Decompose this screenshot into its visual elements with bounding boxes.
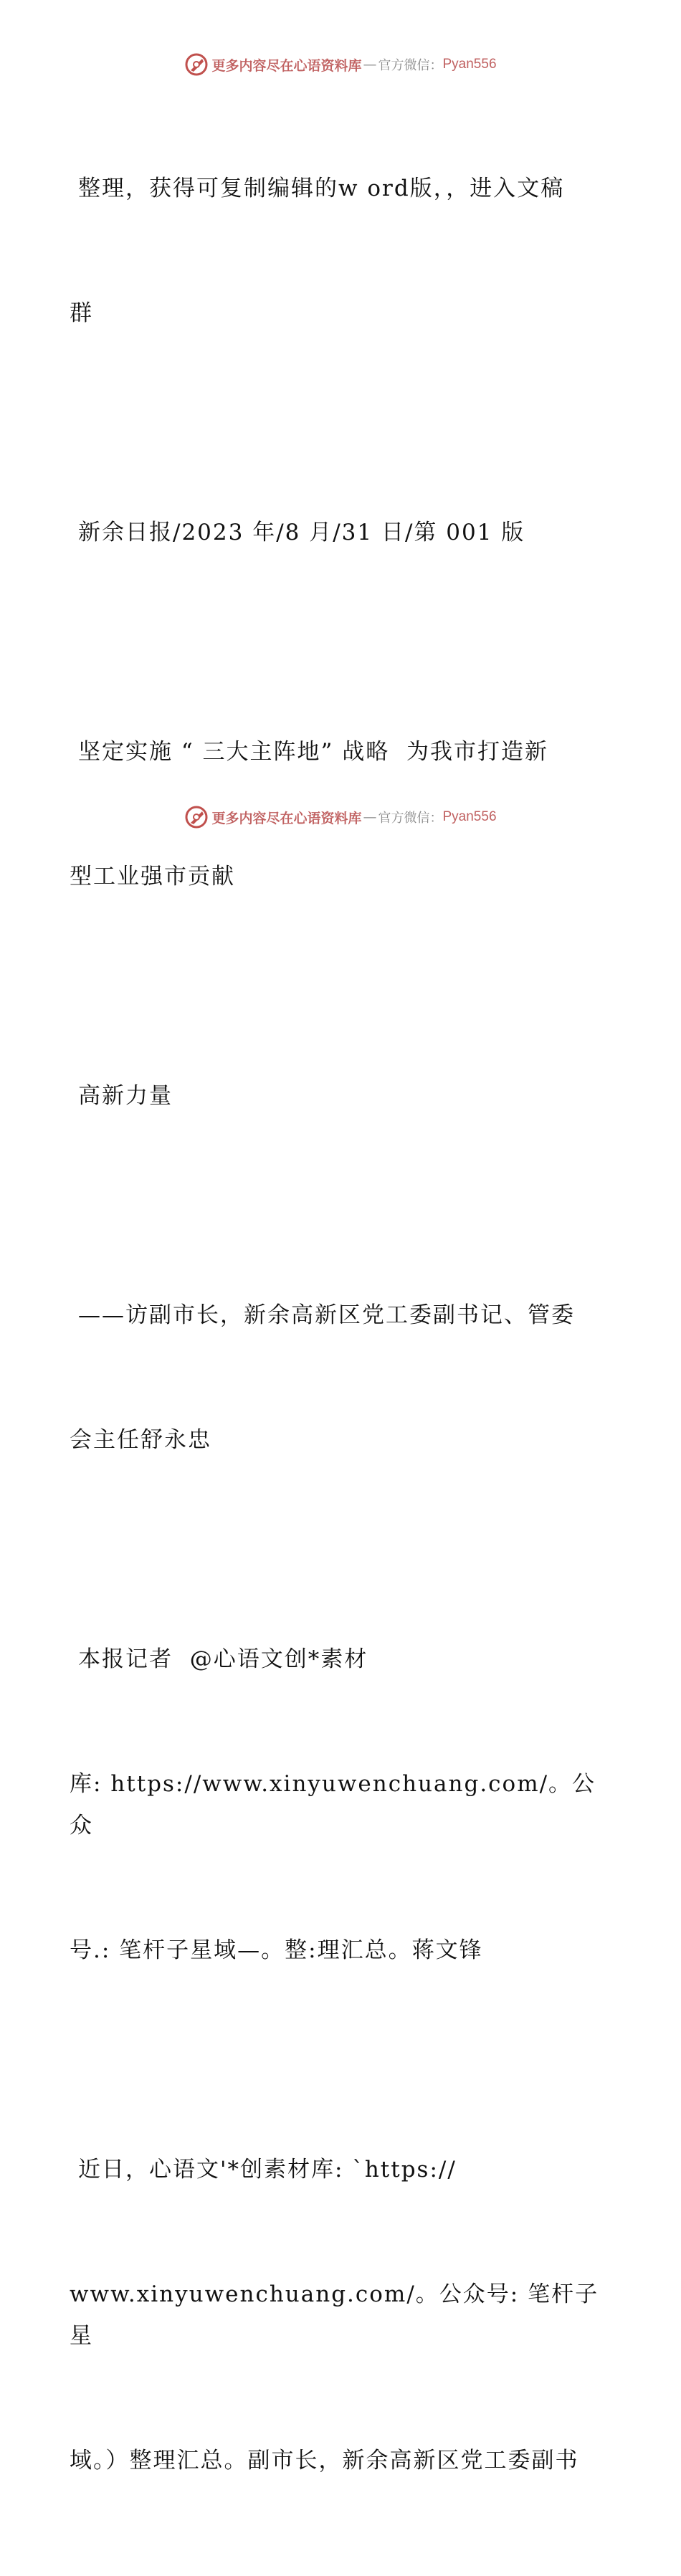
paragraph-byline — [70, 1555, 614, 2054]
paragraph-headline-tail — [70, 992, 614, 1200]
watermark-official: 官方微信： — [378, 58, 443, 73]
text-line: 坚定实施 “ 三大主阵地” 战略 为我市打造新 — [78, 739, 548, 765]
paragraph-subtitle — [70, 1211, 614, 1544]
text-line: 库: https://www.xinyuwenchuang.com/。公众 — [70, 1771, 596, 1838]
watermark-dash: — — [363, 809, 377, 825]
document-body — [70, 85, 614, 2576]
text-line: 新余日报/2023 年/8 月/31 日/第 001 版 — [78, 520, 525, 545]
text-line: 号.: 笔杆子星域—。整:理汇总。蒋文锋 — [70, 1937, 483, 1963]
quill-logo-icon — [184, 52, 209, 77]
paragraph-note — [70, 85, 614, 417]
text-line: ——访副市长，新余高新区党工委副书记、管委 — [78, 1302, 575, 1328]
watermark-official: 官方微信： — [378, 811, 443, 826]
paragraph-source — [70, 429, 614, 636]
header-watermark — [0, 50, 681, 79]
watermark-id: Pyan556 — [442, 57, 497, 72]
text-line: 整理，获得可复制编辑的w ord版，，进入文稿 — [78, 176, 565, 201]
quill-logo-icon — [184, 805, 209, 829]
watermark-id: Pyan556 — [442, 809, 497, 824]
text-line: www.xinyuwenchuang.com/。公众号: 笔杆子星 — [70, 2281, 599, 2349]
text-line: 域。）整理汇总。副市长，新余高新区党工委副书 — [70, 2448, 579, 2474]
text-line: 群 — [70, 300, 93, 326]
text-line: 型工业强市贡献 — [70, 864, 235, 889]
watermark-brand: 更多内容尽在心语资料库 — [211, 57, 362, 74]
text-line: 会主任舒永忠 — [70, 1427, 211, 1453]
text-line: 近日，心语文'*创素材库: `https:// — [78, 2157, 457, 2183]
watermark-brand: 更多内容尽在心语资料库 — [211, 810, 362, 826]
watermark-dash: — — [363, 57, 377, 72]
text-line: 本报记者 @心语文创*素材 — [78, 1646, 368, 1672]
text-line: 高新力量 — [78, 1083, 173, 1109]
paragraph-body — [70, 2066, 614, 2565]
footer-watermark — [0, 803, 681, 831]
